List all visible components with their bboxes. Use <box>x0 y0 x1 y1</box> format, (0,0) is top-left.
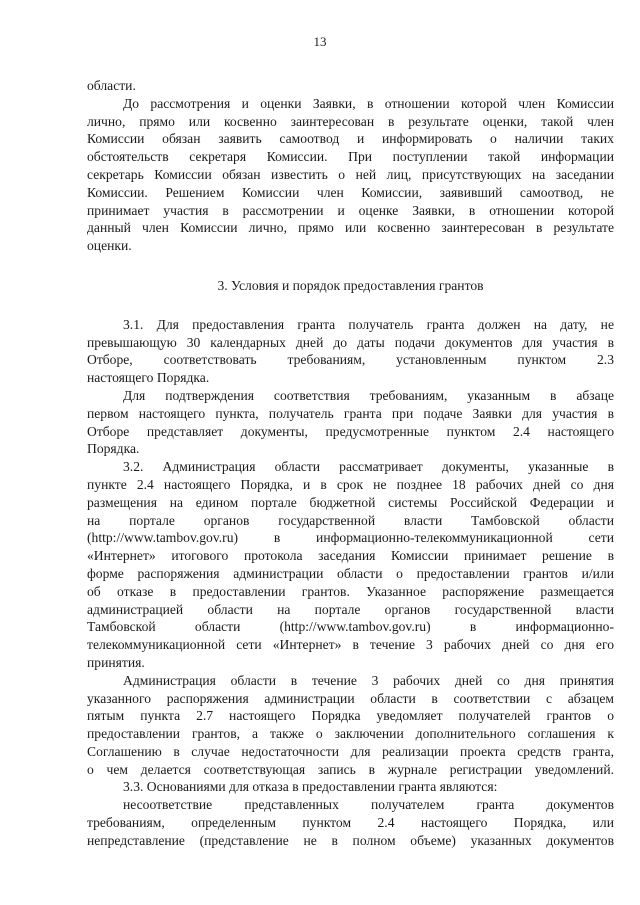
text-line: несоответствие представленных получателем гранта документов <box>123 797 614 813</box>
text-line: пятым пункта 2.7 настоящего Порядка уведомляет получателей грантов о <box>87 708 614 724</box>
text-line: 3.3. Основаниями для отказа в предоставлении гранта являются: <box>123 779 498 795</box>
text-line: Администрация области в течение 3 рабочих дней со дня принятия <box>123 672 614 688</box>
text-line: 3.1. Для предоставления гранта получатель гранта должен на дату, не <box>123 316 614 332</box>
text-line: Комиссии обязан заявить самоотвод и информировать о наличии таких <box>87 131 614 147</box>
text-line: Порядка. <box>87 441 140 457</box>
text-line: Для подтверждения соответствия требованиям, указанным в абзаце <box>123 387 614 403</box>
section-heading: 3. Условия и порядок предоставления грантов <box>217 277 484 293</box>
text-line: превышающую 30 календарных дней до даты подачи документов для участия в <box>87 334 614 350</box>
page-number: 13 <box>313 34 327 49</box>
text-line: непредставление (представление не в полном объеме) указанных документов <box>87 832 614 848</box>
paragraph-commission-recusal <box>87 77 614 255</box>
text-line: 3.2. Администрация области рассматривает документы, указанные в <box>123 459 614 475</box>
text-line: об отказе в предоставлении грантов. Указанное распоряжение размещается <box>87 583 614 599</box>
text-line: До рассмотрения и оценки Заявки, в отношении которой член Комиссии <box>123 95 614 111</box>
text-line: размещения на едином портале бюджетной системы Российской Федерации и <box>87 494 614 510</box>
text-line: телекоммуникационной сети «Интернет» в течение 3 рабочих дней со дня его <box>87 637 614 653</box>
text-line: указанного распоряжения администрации области в соответствии с абзацем <box>87 690 614 706</box>
text-line: Отборе представляет документы, предусмотренные пунктом 2.4 настоящего <box>87 423 614 439</box>
text-line: на портале органов государственной власти Тамбовской области <box>87 512 614 528</box>
text-line: пункте 2.4 настоящего Порядка, и в срок не позднее 18 рабочих дней со дня <box>87 476 614 492</box>
text-line: принятия. <box>87 654 145 670</box>
text-line: предоставлении грантов, а также о заключении дополнительного соглашения к <box>87 726 614 742</box>
text-line: принимает участия в рассмотрении и оценке Заявки, в отношении которой <box>87 202 614 218</box>
text-line: обстоятельств секретаря Комиссии. При поступлении такой информации <box>87 149 614 165</box>
text-line: настоящего Порядка. <box>87 370 210 386</box>
text-line: (http://www.tambov.gov.ru) в информационно-телекоммуникационной сети <box>87 530 614 546</box>
paragraph-grant-conditions <box>87 316 614 850</box>
text-line: лично, прямо или косвенно заинтересован в результате оценки, такой член <box>87 113 614 129</box>
text-line: «Интернет» итогового протокола заседания Комиссии принимает решение в <box>87 548 614 564</box>
text-line: секретарь Комиссии обязан известить о ней лиц, присутствующих на заседании <box>87 166 614 182</box>
text-line: администрацией области на портале органов государственной власти <box>87 601 614 617</box>
text-line: Комиссии. Решением Комиссии член Комиссии, заявивший самоотвод, не <box>87 184 614 200</box>
text-line: оценки. <box>87 238 132 254</box>
text-line: Соглашению в случае недостаточности для реализации проекта средств гранта, <box>87 743 614 759</box>
document-body <box>87 77 614 850</box>
text-line: о чем делается соответствующая запись в журнале регистрации уведомлений. <box>87 761 614 777</box>
text-line: области. <box>87 78 136 93</box>
text-line: форме распоряжения администрации области о предоставлении грантов и/или <box>87 565 614 581</box>
text-line: первом настоящего пункта, получатель гранта при подаче Заявки для участия в <box>87 405 614 421</box>
text-line: Отборе, соответствовать требованиям, установленным пунктом 2.3 <box>87 352 614 368</box>
text-line: требованиям, определенным пунктом 2.4 настоящего Порядка, или <box>87 815 614 831</box>
text-line: данный член Комиссии лично, прямо или косвенно заинтересован в результате <box>87 220 614 236</box>
text-line: Тамбовской области (http://www.tambov.gov.ru) в информационно- <box>87 619 614 635</box>
